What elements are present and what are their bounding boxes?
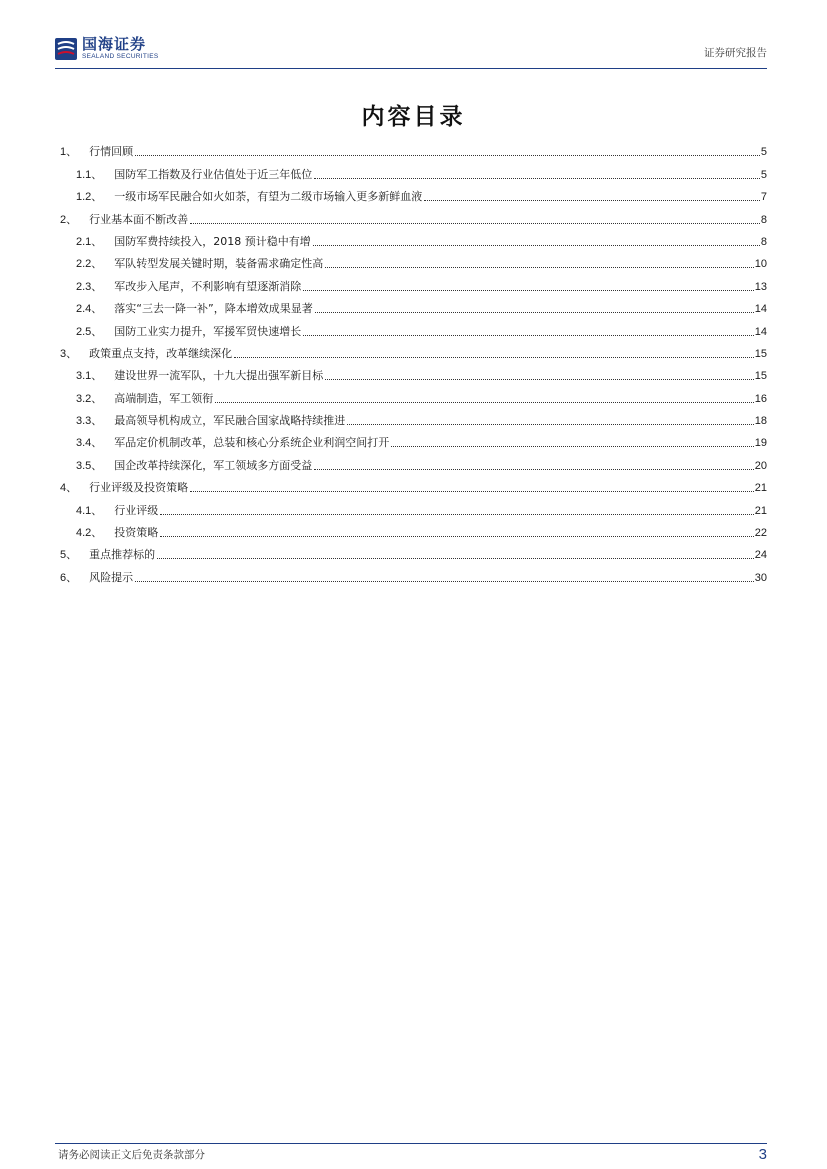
toc-entry-number: 2.4、: [76, 303, 103, 316]
toc-entry[interactable]: [60, 473, 767, 495]
toc-entry[interactable]: [60, 540, 767, 562]
toc-dot-leader: [157, 558, 754, 559]
toc-entry-page: 8: [760, 235, 767, 248]
toc-entry[interactable]: [60, 339, 767, 361]
toc-dot-leader: [135, 155, 760, 156]
toc-dot-leader: [314, 469, 753, 470]
toc-entry[interactable]: [60, 562, 767, 584]
toc-entry-page: 8: [760, 213, 767, 226]
toc-entry-number: 3、: [60, 347, 78, 360]
toc-entry-title: 落实“三去一降一补”，降本增效成果显著: [114, 302, 313, 316]
toc-dot-leader: [160, 514, 753, 515]
toc-entry[interactable]: [60, 294, 767, 316]
toc-entry-page: 19: [754, 437, 767, 450]
toc-dot-leader: [160, 536, 753, 537]
toc-entry-title: 行业基本面不断改善: [89, 212, 189, 226]
toc-entry-title: 风险提示: [89, 570, 134, 584]
toc-entry-title: 军队转型发展关键时期，装备需求确定性高: [114, 257, 324, 271]
toc-entry-page: 15: [754, 370, 767, 383]
toc-entry-number: 2.3、: [76, 280, 103, 293]
toc-dot-leader: [325, 267, 753, 268]
toc-entry-page: 18: [754, 415, 767, 428]
toc-dot-leader: [135, 581, 754, 582]
toc-entry-title: 行业评级及投资策略: [89, 481, 189, 495]
toc-entry[interactable]: [60, 159, 767, 181]
toc-dot-leader: [190, 223, 760, 224]
toc-entry-number: 2.5、: [76, 325, 103, 338]
toc-entry-page: 21: [754, 504, 767, 517]
toc-entry-title: 国企改革持续深化，军工领域多方面受益: [114, 458, 313, 472]
toc-entry[interactable]: [60, 204, 767, 226]
toc-entry-number: 4、: [60, 482, 78, 495]
toc-dot-leader: [303, 335, 753, 336]
toc-entry-page: 5: [760, 146, 767, 159]
toc-entry-number: 3.1、: [76, 370, 103, 383]
toc-entry-page: 16: [754, 392, 767, 405]
toc-entry-number: 1.2、: [76, 191, 103, 204]
toc-entry-title: 行情回顾: [89, 145, 134, 159]
page-number: 3: [758, 1146, 767, 1163]
toc-entry-page: 21: [754, 482, 767, 495]
toc-dot-leader: [190, 491, 754, 492]
toc-dot-leader: [315, 312, 754, 313]
toc-entry[interactable]: [60, 428, 767, 450]
toc-entry[interactable]: [60, 450, 767, 472]
toc-entry-number: 3.5、: [76, 459, 103, 472]
toc-entry-page: 10: [754, 258, 767, 271]
toc-dot-leader: [234, 357, 754, 358]
toc-entry-page: 20: [754, 459, 767, 472]
toc-entry-page: 5: [760, 168, 767, 181]
toc-entry-page: 22: [754, 527, 767, 540]
toc-entry-number: 1.1、: [76, 168, 103, 181]
toc-entry-number: 5、: [60, 549, 78, 562]
toc-entry-title: 军改步入尾声，不利影响有望逐渐消除: [114, 279, 302, 293]
toc-entry-title: 国防军费持续投入，2018 预计稳中有增: [114, 234, 311, 248]
toc-entry-title: 建设世界一流军队，十九大提出强军新目标: [114, 369, 324, 383]
toc-entry-title: 高端制造，军工领衔: [114, 391, 214, 405]
toc-entry[interactable]: [60, 518, 767, 540]
toc-entry-number: 1、: [60, 146, 78, 159]
toc-entry[interactable]: [60, 383, 767, 405]
logo-chinese-name: 国海证券: [82, 35, 147, 53]
toc-entry-title: 重点推荐标的: [89, 548, 156, 562]
footer-disclaimer: 请务必阅读正文后免责条款部分: [58, 1149, 205, 1161]
toc-entry-page: 14: [754, 325, 767, 338]
toc-dot-leader: [424, 200, 760, 201]
footer-divider: [55, 1143, 767, 1144]
toc-title: 内容目录: [361, 104, 466, 130]
toc-entry-page: 7: [760, 191, 767, 204]
toc-dot-leader: [314, 178, 760, 179]
toc-entry-number: 3.3、: [76, 415, 103, 428]
toc-entry-number: 3.4、: [76, 437, 103, 450]
toc-dot-leader: [325, 379, 753, 380]
company-logo: [55, 36, 159, 66]
toc-entry[interactable]: [60, 227, 767, 249]
toc-entry-page: 24: [754, 549, 767, 562]
toc-entry[interactable]: [60, 249, 767, 271]
toc-entry-number: 3.2、: [76, 392, 103, 405]
toc-entry-page: 14: [754, 303, 767, 316]
toc-entry[interactable]: [60, 137, 767, 159]
toc-entry-title: 投资策略: [114, 526, 159, 540]
toc-entry[interactable]: [60, 406, 767, 428]
toc-dot-leader: [391, 446, 753, 447]
toc-entry-title: 军品定价机制改革，总装和核心分系统企业利润空间打开: [114, 436, 390, 450]
toc-entry-number: 2.2、: [76, 258, 103, 271]
toc-dot-leader: [313, 245, 760, 246]
toc-entry[interactable]: [60, 182, 767, 204]
toc-entry[interactable]: [60, 271, 767, 293]
toc-entry-number: 2、: [60, 213, 78, 226]
toc-entry-title: 最高领导机构成立，军民融合国家战略持续推进: [114, 414, 346, 428]
toc-entry[interactable]: [60, 361, 767, 383]
toc-entry-number: 4.2、: [76, 527, 103, 540]
toc-entry-number: 4.1、: [76, 504, 103, 517]
toc-entry-title: 行业评级: [114, 503, 159, 517]
toc-entry-title: 政策重点支持，改革继续深化: [89, 346, 233, 360]
toc-entry-page: 15: [754, 347, 767, 360]
header-divider: [55, 68, 767, 69]
toc-dot-leader: [303, 290, 753, 291]
page-header: [55, 36, 767, 66]
toc-entry[interactable]: [60, 316, 767, 338]
toc-entry-title: 国防军工指数及行业估值处于近三年低位: [114, 167, 313, 181]
toc-dot-leader: [215, 402, 753, 403]
table-of-contents: [60, 137, 767, 585]
toc-dot-leader: [347, 424, 753, 425]
toc-entry-title: 国防工业实力提升，军援军贸快速增长: [114, 324, 302, 338]
report-type-label: 证券研究报告: [704, 47, 767, 59]
logo-english-name: SEALAND SECURITIES: [82, 53, 159, 60]
toc-entry-number: 6、: [60, 571, 78, 584]
toc-entry-page: 13: [754, 280, 767, 293]
toc-entry-page: 30: [754, 571, 767, 584]
toc-entry-number: 2.1、: [76, 235, 103, 248]
toc-entry[interactable]: [60, 495, 767, 517]
toc-entry-title: 一级市场军民融合如火如荼，有望为二级市场输入更多新鲜血液: [114, 190, 423, 204]
sealand-logo-icon: [55, 38, 77, 60]
